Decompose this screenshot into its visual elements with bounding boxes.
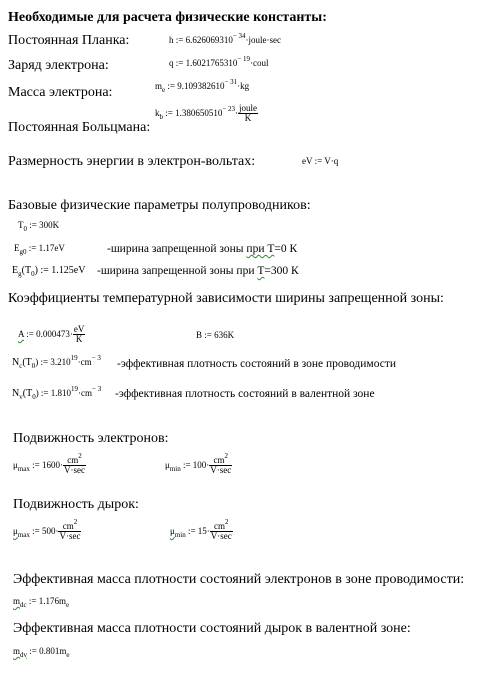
planck-value: 6.626069310 xyxy=(185,35,233,45)
eg0-desc-pre: -ширина запрещенной зоны xyxy=(107,243,247,255)
mobility-e-max-sub: max xyxy=(17,464,30,473)
nc-sub: c xyxy=(19,361,23,370)
eg0-desc-post: =0 К xyxy=(274,243,298,255)
boltzmann-unit-num: joule xyxy=(239,103,258,113)
egt-desc-squig: Т xyxy=(257,265,265,277)
nc-arg-sub: 0 xyxy=(31,361,36,370)
nc-arg: (T xyxy=(22,357,32,368)
a-formula: A := 0.000473· $\frac{eV}{K}$ xyxy=(18,324,85,345)
egt-arg-sub: 0 xyxy=(31,269,35,278)
egt-sub: g xyxy=(18,269,22,278)
egt-desc-post: =300 К xyxy=(264,265,299,277)
eff-mass-h-sub: dv xyxy=(20,650,28,659)
b-formula: B := 636K xyxy=(196,330,235,340)
a-value: := 0.000473 xyxy=(24,329,70,339)
nv-value: ) := 1.810 xyxy=(35,388,72,398)
eff-mass-h-symbol: m xyxy=(13,646,21,656)
mobility-h-min-value: := 15· xyxy=(185,526,210,536)
mobility-h-max-value: := 500· xyxy=(29,526,59,536)
mobility-e-max-den: V·sec xyxy=(63,465,85,476)
nv-sub: v xyxy=(19,392,23,401)
eff-mass-h-formula xyxy=(13,646,70,659)
boltzmann-symbol: k xyxy=(155,108,160,118)
t0-formula xyxy=(18,220,60,233)
planck-unit: ·joule·sec xyxy=(245,35,282,45)
mobility-h-max-num-exp: 2 xyxy=(73,518,78,526)
nv-arg: (T xyxy=(22,388,33,399)
eg0-description xyxy=(107,244,297,256)
mass-sub: e xyxy=(162,85,166,94)
t0-value: := 300K xyxy=(27,220,60,230)
mobility-e-min-unit xyxy=(209,452,232,476)
charge-formula: q := $1.6021765310^{- 19}\cdot coul$ xyxy=(169,55,269,68)
energy-label: Размерность энергии в электрон-вольтах: xyxy=(8,154,256,169)
nv-symbol: N xyxy=(12,388,20,399)
mobility-h-max-unit xyxy=(58,518,81,542)
mobility-e-min xyxy=(165,452,232,476)
boltzmann-sub: b xyxy=(159,112,163,121)
nc-formula xyxy=(12,354,101,370)
nc-description: -эффективная плотность состояний в зоне проводимости xyxy=(117,358,397,370)
mobility-h-min-unit xyxy=(210,518,233,542)
mobility-e-max-num-exp: 2 xyxy=(78,452,82,460)
mobility-h-max-sub: max xyxy=(17,530,30,539)
eff-mass-e-formula xyxy=(13,596,70,609)
nc-symbol: N xyxy=(12,357,20,368)
egt-symbol: E xyxy=(12,265,19,276)
charge-label: Заряд электрона: xyxy=(8,58,109,73)
egt-arg: (T xyxy=(21,265,32,276)
mass-formula: $m_e$ := $9.109382610^{- 31}\cdot kg$ xyxy=(155,78,250,94)
mobility-h-max-den: V·sec xyxy=(59,531,81,542)
coeffs-heading: Коэффициенты температурной зависимости ширины запрещенной зоны: xyxy=(8,291,444,306)
eff-mass-h-value-sub: e xyxy=(66,650,70,659)
nc-exp: 19 xyxy=(70,354,78,362)
mobility-h-min-symbol: μ xyxy=(170,526,175,536)
nv-unit-exp: − 3 xyxy=(92,385,102,393)
egt-value: ) := 1.125eV xyxy=(34,265,86,276)
planck-label: Постоянная Планка: xyxy=(8,33,130,48)
mobility-h-max-symbol: μ xyxy=(13,526,18,536)
mobility-e-heading: Подвижность электронов: xyxy=(13,431,169,446)
mobility-e-max xyxy=(13,452,86,476)
mass-value: 9.109382610 xyxy=(177,81,225,91)
mobility-e-min-symbol: μ xyxy=(165,460,170,470)
t0-symbol: T xyxy=(18,220,24,230)
eg0-sub: g0 xyxy=(19,247,27,256)
boltzmann-exp: − 23 xyxy=(222,105,236,113)
t0-sub: 0 xyxy=(23,224,27,233)
constants-heading: Необходимые для расчета физические константы: xyxy=(8,10,327,25)
egt-desc-pre: -ширина запрещенной зоны при xyxy=(97,265,258,277)
energy-formula: eV := V·q xyxy=(302,156,339,166)
eff-mass-h-heading: Эффективная масса плотности состояний дырок в валентной зоне: xyxy=(13,621,411,636)
mobility-e-min-value: := 100· xyxy=(180,460,210,470)
mobility-h-min-den: V·sec xyxy=(210,531,232,542)
charge-symbol: q xyxy=(169,58,174,68)
mobility-e-min-sub: min xyxy=(169,464,181,473)
egt-formula xyxy=(12,266,85,276)
mass-exp: − 31 xyxy=(224,78,238,86)
a-unit-fraction xyxy=(73,325,86,345)
mobility-h-min-num-exp: 2 xyxy=(225,518,229,526)
eg0-value: := 1.17eV xyxy=(26,243,65,253)
a-unit-den: K xyxy=(75,334,83,345)
mass-unit: ·kg xyxy=(237,81,250,91)
charge-value: 1.6021765310 xyxy=(185,58,238,68)
mobility-e-max-num: cm xyxy=(67,455,79,465)
charge-exp: − 19 xyxy=(237,55,251,63)
mobility-h-max-num: cm xyxy=(62,521,74,531)
charge-unit: ·coul xyxy=(250,58,269,68)
eff-mass-e-value: := 1.176m xyxy=(26,596,66,606)
planck-exp: − 34 xyxy=(232,32,246,40)
eff-mass-h-value: := 0.801m xyxy=(27,646,67,656)
eff-mass-e-symbol: m xyxy=(13,596,21,606)
boltzmann-unit-den: K xyxy=(244,113,252,124)
mobility-h-min-sub: min xyxy=(174,530,186,539)
nv-arg-sub: 0 xyxy=(32,392,36,401)
mobility-e-max-unit xyxy=(63,452,86,476)
mobility-h-heading: Подвижность дырок: xyxy=(13,497,139,512)
boltzmann-label: Постоянная Больцмана: xyxy=(8,120,151,135)
nc-unit-exp: − 3 xyxy=(91,354,101,362)
nv-formula xyxy=(12,385,102,401)
eff-mass-e-value-sub: e xyxy=(65,600,70,609)
a-unit-num: eV xyxy=(73,324,85,334)
mass-label: Масса электрона: xyxy=(8,85,113,100)
nc-value: ) := 3.210 xyxy=(35,357,71,367)
nv-unit: ·cm xyxy=(78,388,93,398)
boltzmann-value: 1.380650510 xyxy=(175,108,223,118)
egt-description xyxy=(97,266,299,278)
eg0-symbol: E xyxy=(14,243,20,253)
mobility-e-min-num-exp: 2 xyxy=(224,452,229,460)
planck-symbol: h xyxy=(169,35,174,45)
eg0-desc-squig: при Т xyxy=(246,243,275,255)
nv-exp: 19 xyxy=(71,385,79,393)
mobility-h-min-num: cm xyxy=(214,521,226,531)
mass-symbol: m xyxy=(155,81,163,91)
mobility-h-min xyxy=(170,518,233,542)
a-symbol: A xyxy=(18,329,25,339)
nc-unit: ·cm xyxy=(77,357,92,367)
mobility-e-max-symbol: μ xyxy=(13,460,18,470)
semi-heading: Базовые физические параметры полупроводников: xyxy=(8,198,311,213)
eff-mass-e-sub: dc xyxy=(20,600,27,609)
mobility-e-min-den: V·sec xyxy=(210,465,232,476)
mobility-e-max-value: := 1600· xyxy=(29,460,63,470)
eff-mass-e-heading: Эффективная масса плотности состояний электронов в зоне проводимости: xyxy=(13,572,465,587)
mobility-e-min-num: cm xyxy=(213,455,225,465)
planck-formula: h := $6.626069310^{- 34}\cdot joule\cdot\sec$ xyxy=(169,32,282,45)
nv-description: -эффективная плотность состояний в валентной зоне xyxy=(115,388,375,400)
boltzmann-unit-fraction xyxy=(238,104,258,124)
mobility-h-max xyxy=(13,518,81,542)
boltzmann-formula: $k_b$ := $1.380650510^{- 23}\cdot$ $\frac{\text{joule}}{K}$ xyxy=(155,103,258,124)
eg0-formula xyxy=(14,243,65,256)
